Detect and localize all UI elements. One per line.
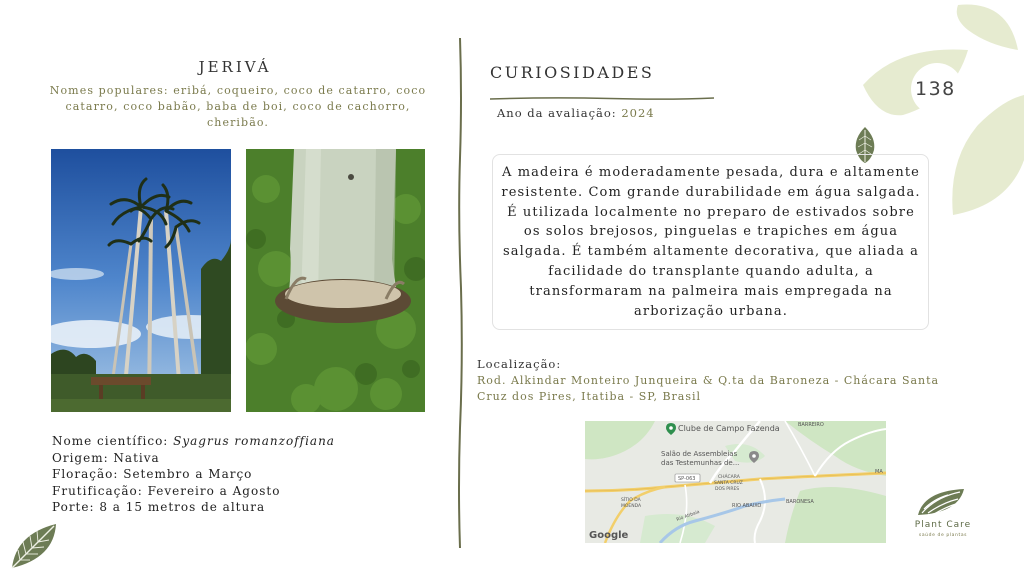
logo-name: Plant Care [914, 520, 972, 530]
google-logo: Google [589, 530, 629, 541]
title-underline [490, 86, 715, 105]
size-line: Porte: 8 a 15 metros de altura [52, 500, 266, 514]
column-divider [455, 38, 465, 552]
logo-tagline: saúde de plantas [918, 533, 968, 538]
scientific-name-line [52, 433, 335, 450]
location-label: Localização: [477, 357, 562, 371]
map-label-chacara1: CHÁCARA [718, 475, 740, 480]
palm-trunk-photo [246, 149, 425, 412]
page-number: 138 [915, 78, 956, 100]
location-map[interactable] [585, 421, 886, 543]
location-address: Rod. Alkindar Monteiro Junqueira & Q.ta da Baroneza - Chácara Santa Cruz dos Pires, Itatiba - SP, Brasil [477, 374, 940, 403]
plant-care-logo-icon [914, 487, 970, 523]
map-label-baronesa: BARONESA [786, 499, 814, 505]
curiosities-title: CURIOSIDADES [490, 63, 655, 82]
popular-names: Nomes populares: eribá, coqueiro, coco de catarro, coco catarro, coco babão, baba de boi, coco de cachorro, cheribão. [49, 84, 427, 129]
leaf-icon [6, 520, 62, 576]
species-common-name: JERIVÁ [198, 58, 272, 76]
map-label-rio: RIO ABAIXO [732, 503, 762, 509]
map-label-club: Clube de Campo Fazenda [678, 424, 780, 433]
evaluation-year-value: 2024 [621, 106, 655, 120]
map-label-atibaia: Rio Atibaia [675, 509, 701, 523]
map-label-salao: Salão de Assembleias [661, 450, 738, 458]
evaluation-year [497, 106, 655, 120]
scientific-name-label: Nome científico: [52, 434, 174, 448]
map-label-road: SP-063 [678, 476, 696, 482]
map-label-chacara2: SANTA CRUZ [714, 481, 743, 486]
curiosities-text: A madeira é moderadamente pesada, dura e altamente resistente. Com grande durabilidade em água salgada. É utilizada localmente no preparo de estivados sobre os solos brejosos, pinguelas e trapiches em água salgada. É também altamente decorativa, que aliada a facilidade do transplante quando adulta, a transformaram na palmeira mais empregada na arborização urbana. [501, 165, 921, 319]
origin-line: Origem: Nativa [52, 450, 160, 465]
palm-trees-photo [51, 149, 231, 412]
scientific-name: Syagrus romanzoffiana [173, 434, 335, 448]
flowering-line: Floração: Setembro a Março [52, 467, 253, 481]
fruiting-line: Frutificação: Fevereiro a Agosto [52, 483, 281, 498]
map-label-testemunhas: das Testemunhas de... [661, 459, 740, 467]
map-label-ma: MA [875, 469, 883, 475]
map-label-barreiro: BARREIRO [798, 422, 824, 428]
map-label-chacara3: DOS PIRES [715, 487, 740, 492]
evaluation-year-label: Ano da avaliação: [497, 106, 622, 120]
decorative-leaves [858, 0, 1024, 229]
map-label-sitio1: SÍTIO DA [621, 498, 641, 503]
map-label-sitio2: MOENDA [621, 504, 642, 509]
species-details [52, 433, 335, 516]
